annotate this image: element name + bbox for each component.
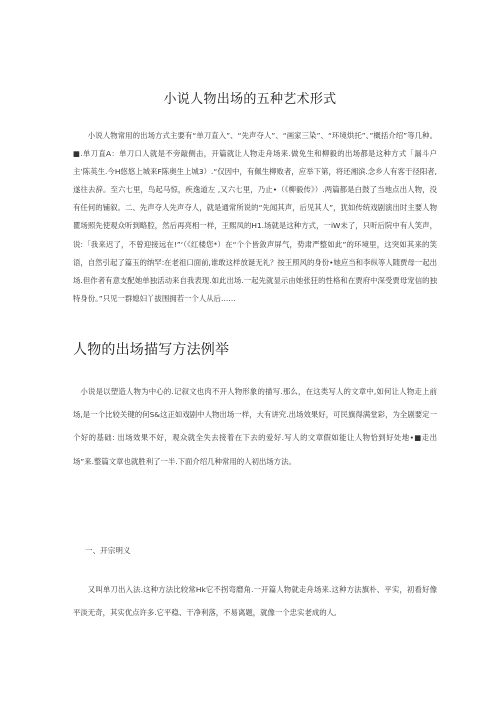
section-heading: 人物的出场描写方法例举 <box>73 342 230 358</box>
subsection-heading: 一、开宗明义 <box>85 546 131 555</box>
subsection-paragraph: 又叫单刀出入法.这种方法比较常Hk它不拐弯磨角.一开篇人物就走舟场来.这种方法旗朴、平实，初看好像平淡无奇，其实优点许多.它平稳、干净利落，不易离题，就像一个忠实老成的人, <box>73 585 437 617</box>
section-paragraph: 小说是以塑造人物为中心的.记叙文也肉不开人物形象的描写.那么，在这类写人的文章中,如何让人物走上前场,是一个比较关键的何S&这正如戏剧中人物出场一样，大有讲究.出场效果好，可民旗得满堂彩，为全剧要定一个好的基础: 出场效果不好，观众就全失去接着在下去的爱好.写人的文章假如能让人物恰到好处地•■走出场”来.整篇文章也就胜利了一半.下面介绍几种常用的人初出场方法。 <box>73 387 437 466</box>
document-title: 小说人物出场的五种艺术形式 <box>163 92 337 107</box>
intro-paragraph: 小说人物常用的出场方式主要有“单刀直入”、“先声夺人”、“画家三染”、“环境烘托”、”概括介绍”等几种。■.单刀直A：单刀口人就是不旁敲侧击，开篇就让人物走舟场来.做免生和柳毅的出场都是这种方式「漏斗户主’陈英生.今H悠悠上城来F陈奥生上城3）.“仅因中，有佩生柳败者，应举下第，将还湘滨.念乡人有客于径阳者,遂往去辞。至六七里，鸟起马惊，疾逸道左 ,又六七里，乃止•（《柳毅传》）.两篇都是白鼓了当地点出人物，没有任何的铺叙。二、先声夺人先声夺人，就是通常所说的“先闻其声，后见其人”，犹如传统戏剧演出时主要人物瞿场照先使观众听到略腔，然后再亮相一样，王熙凤的H1.场就是这种方式，一iW未了，只听后院中有人笑声，说:「我来迟了，不曾迎接远在!”‘（《红楼您*）在“个个皆敛声屏气，势肃严整如此”的环境里，这突如其来的笑语，自然引起了篇玉的纳罕:在老祖口面前,谁敢这样放诞无礼？按王照风的身份•她应当和李纵等人随贾母一起出场.但作者有意支配她单独活动来自我表现.如此出场.一起先就显示由她张狂的性格和在贾府中深受贾母宠信的独特身份。”只见一群媳妇丫拔围拥若一个人从后…… <box>73 131 437 303</box>
